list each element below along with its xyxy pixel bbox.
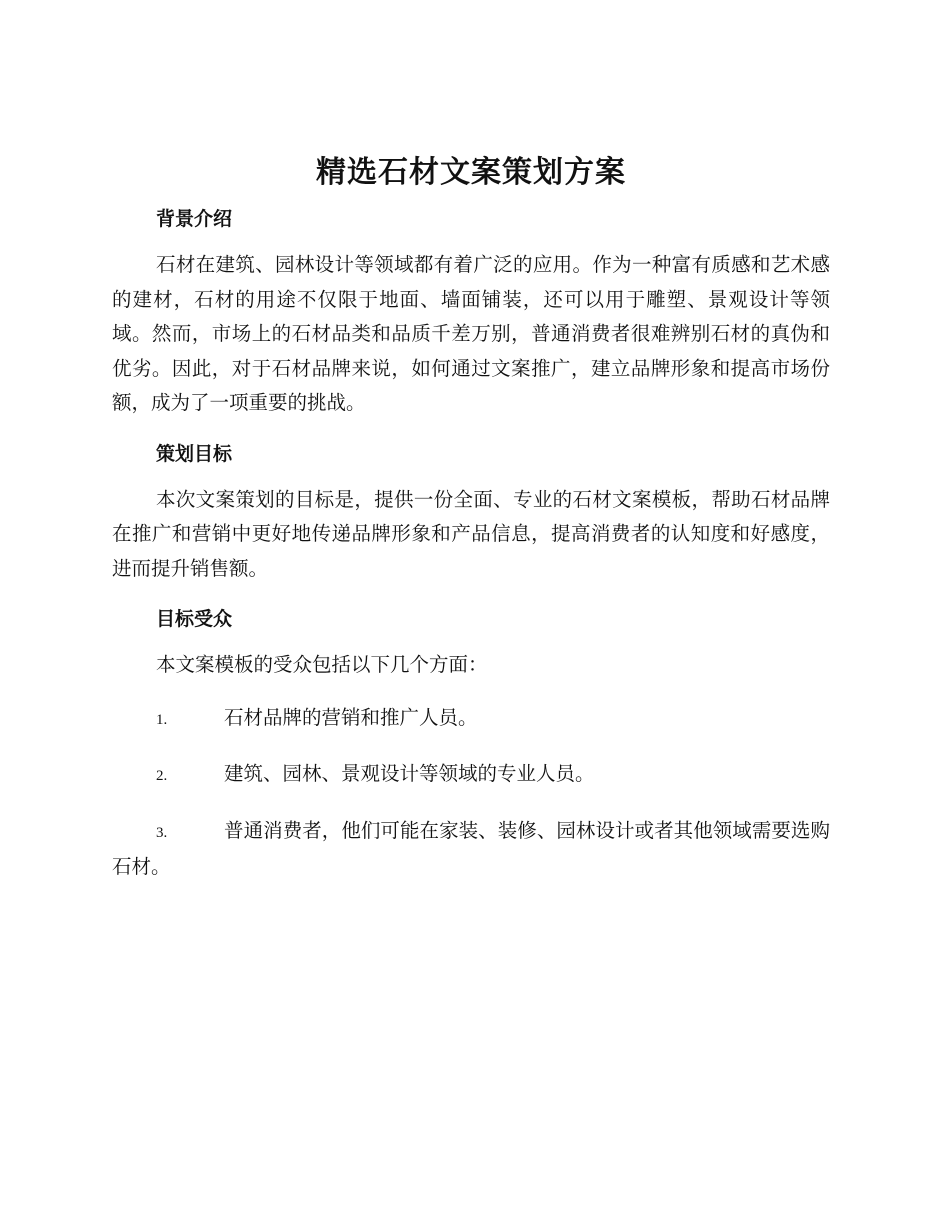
section-heading-goals: 策划目标 bbox=[156, 442, 233, 465]
list-text: 普通消费者，他们可能在家装、装修、园林设计或者其他领域需要选购石材。 bbox=[112, 818, 830, 878]
document-page bbox=[112, 150, 830, 905]
section-audience bbox=[112, 604, 830, 885]
list-number: 3. bbox=[156, 824, 168, 841]
list-number: 2. bbox=[156, 768, 168, 784]
list-text: 建筑、园林、景观设计等领域的专业人员。 bbox=[224, 762, 595, 785]
audience-list bbox=[112, 701, 830, 885]
section-background bbox=[112, 204, 830, 421]
section-heading-audience: 目标受众 bbox=[156, 608, 233, 630]
list-text: 石材品牌的营销和推广人员。 bbox=[224, 705, 478, 729]
section-paragraph-goals: 本次文案策划的目标是，提供一份全面、专业的石材文案模板，帮助石材品牌在推广和营销中更好地传递品牌形象和产品信息，提高消费者的认知度和好感度，进而提升销售额。 bbox=[112, 487, 830, 580]
section-paragraph-audience: 本文案模板的受众包括以下几个方面： bbox=[156, 653, 488, 676]
section-paragraph-background: 石材在建筑、园林设计等领域都有着广泛的应用。作为一种富有质感和艺术感的建材，石材的用途不仅限于地面、墙面铺装，还可以用于雕塑、景观设计等领域。然而，市场上的石材品类和品质千差万别，普通消费者很难辨别石材的真伪和优劣。因此，对于石材品牌来说，如何通过文案推广，建立品牌形象和提高市场份额，成为了一项重要的挑战。 bbox=[112, 253, 830, 414]
section-heading-background: 背景介绍 bbox=[156, 208, 233, 230]
list-item bbox=[112, 757, 830, 794]
list-number: 1. bbox=[156, 711, 168, 728]
document-title: 精选石材文案策划方案 bbox=[316, 155, 626, 190]
section-goals bbox=[112, 439, 830, 587]
list-item bbox=[112, 814, 830, 885]
list-item bbox=[112, 701, 830, 738]
